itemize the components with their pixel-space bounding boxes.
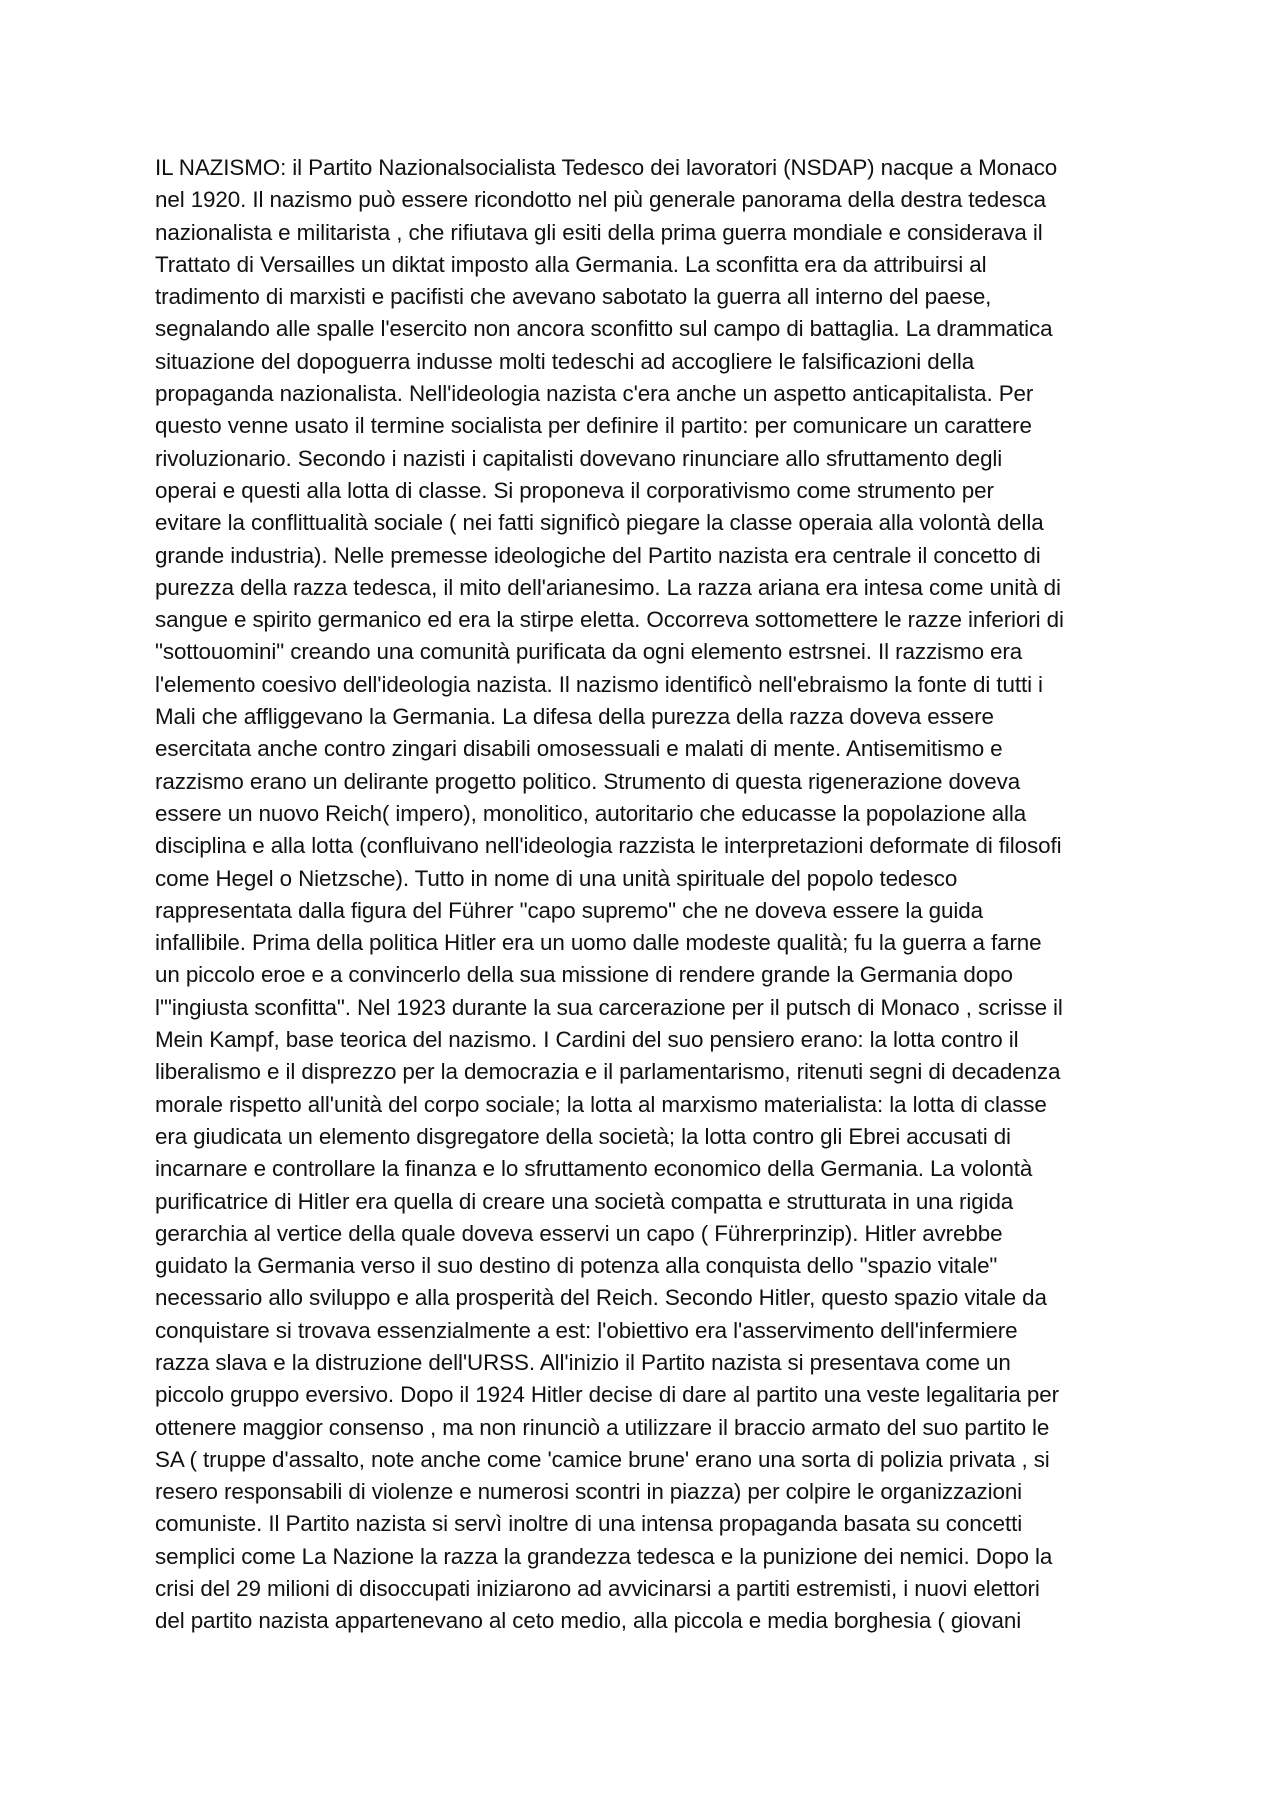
text-line: tradimento di marxisti e pacifisti che avevano sabotato la guerra all interno del paese,	[155, 284, 992, 310]
text-line: piccolo gruppo eversivo. Dopo il 1924 Hitler decise di dare al partito una veste legalitaria per	[155, 1382, 1059, 1408]
text-line: morale rispetto all'unità del corpo sociale; la lotta al marxismo materialista: la lotta di classe	[155, 1091, 1047, 1117]
text-line: rivoluzionario. Secondo i nazisti i capitalisti dovevano rinunciare allo sfruttamento degli	[155, 445, 1003, 471]
text-line: operai e questi alla lotta di classe. Si proponeva il corporativismo come strumento per	[155, 477, 994, 503]
text-line: razza slava e la distruzione dell'URSS. All'inizio il Partito nazista si presentava come un	[155, 1349, 1011, 1375]
body-text	[155, 152, 1135, 1638]
text-line: crisi del 29 milioni di disoccupati iniziarono ad avvicinarsi a partiti estremisti, i nuovi elettori	[155, 1576, 1040, 1602]
text-line: incarnare e controllare la finanza e lo sfruttamento economico della Germania. La volontà	[155, 1156, 1033, 1182]
text-line: sangue e spirito germanico ed era la stirpe eletta. Occorreva sottomettere le razze inferiori di	[155, 607, 1064, 633]
text-line: liberalismo e il disprezzo per la democrazia e il parlamentarismo, ritenuti segni di decadenza	[155, 1059, 1061, 1085]
text-line: rappresentata dalla figura del Führer "capo supremo" che ne doveva essere la guida	[155, 897, 983, 923]
text-line: grande industria). Nelle premesse ideologiche del Partito nazista era centrale il concetto di	[155, 542, 1041, 568]
text-line: gerarchia al vertice della quale doveva esservi un capo ( Führerprinzip). Hitler avrebbe	[155, 1220, 1003, 1246]
text-line: comuniste. Il Partito nazista si servì inoltre di una intensa propaganda basata su concetti	[155, 1511, 1023, 1537]
text-line: segnalando alle spalle l'esercito non ancora sconfitto sul campo di battaglia. La drammatica	[155, 316, 1053, 342]
text-line: nel 1920. Il nazismo può essere ricondotto nel più generale panorama della destra tedesca	[155, 187, 1047, 213]
text-line: un piccolo eroe e a convincerlo della sua missione di rendere grande la Germania dopo	[155, 962, 1013, 988]
text-line: evitare la conflittualità sociale ( nei fatti significò piegare la classe operaia alla volontà della	[155, 510, 1044, 536]
text-line: del partito nazista appartenevano al ceto medio, alla piccola e media borghesia ( giovani	[155, 1608, 1022, 1634]
text-line: resero responsabili di violenze e numerosi scontri in piazza) per colpire le organizzazioni	[155, 1479, 1023, 1505]
text-line: IL NAZISMO: il Partito Nazionalsocialista Tedesco dei lavoratori (NSDAP) nacque a Monaco	[155, 155, 1058, 180]
text-line: purificatrice di Hitler era quella di creare una società compatta e strutturata in una rigida	[155, 1188, 1014, 1214]
text-line: nazionalista e militarista , che rifiutava gli esiti della prima guerra mondiale e considerava il	[155, 219, 1043, 245]
text-line: purezza della razza tedesca, il mito dell'arianesimo. La razza ariana era intesa come unità di	[155, 574, 1061, 600]
text-line: era giudicata un elemento disgregatore della società; la lotta contro gli Ebrei accusati di	[155, 1123, 1011, 1149]
text-line: essere un nuovo Reich( impero), monolitico, autoritario che educasse la popolazione alla	[155, 800, 1027, 826]
text-line: come Hegel o Nietzsche). Tutto in nome di una unità spirituale del popolo tedesco	[155, 865, 958, 891]
text-line: questo venne usato il termine socialista per definire il partito: per comunicare un carattere	[155, 413, 1032, 439]
text-line: razzismo erano un delirante progetto politico. Strumento di questa rigenerazione doveva	[155, 768, 1021, 794]
text-line: necessario allo sviluppo e alla prosperità del Reich. Secondo Hitler, questo spazio vitale da	[155, 1285, 1047, 1311]
text-line: Mein Kampf, base teorica del nazismo. I Cardini del suo pensiero erano: la lotta contro il	[155, 1027, 1019, 1053]
text-line: l'elemento coesivo dell'ideologia nazista. Il nazismo identificò nell'ebraismo la fonte di tutti i	[155, 671, 1043, 697]
text-line: infallibile. Prima della politica Hitler era un uomo dalle modeste qualità; fu la guerra a farne	[155, 930, 1042, 956]
text-line: l'"ingiusta sconfitta". Nel 1923 durante la sua carcerazione per il putsch di Monaco , scrisse il	[155, 994, 1063, 1020]
text-line: guidato la Germania verso il suo destino di potenza alla conquista dello "spazio vitale"	[155, 1253, 998, 1279]
text-line: situazione del dopoguerra indusse molti tedeschi ad accogliere le falsificazioni della	[155, 348, 975, 374]
text-line: conquistare si trovava essenzialmente a est: l'obiettivo era l'asservimento dell'infermiere	[155, 1317, 1018, 1343]
text-line: semplici come La Nazione la razza la grandezza tedesca e la punizione dei nemici. Dopo la	[155, 1543, 1053, 1569]
text-line: disciplina e alla lotta (confluivano nell'ideologia razzista le interpretazioni deformate di filosofi	[155, 833, 1062, 859]
text-line: "sottouomini" creando una comunità purificata da ogni elemento estrsnei. Il razzismo era	[155, 639, 1023, 665]
text-line: Mali che affliggevano la Germania. La difesa della purezza della razza doveva essere	[155, 704, 994, 730]
text-line: propaganda nazionalista. Nell'ideologia nazista c'era anche un aspetto anticapitalista. Per	[155, 381, 1034, 407]
text-line: esercitata anche contro zingari disabili omosessuali e malati di mente. Antisemitismo e	[155, 736, 1003, 762]
text-line: ottenere maggior consenso , ma non rinunciò a utilizzare il braccio armato del suo partito le	[155, 1414, 1050, 1440]
text-line: SA ( truppe d'assalto, note anche come 'camice brune' erano una sorta di polizia privata , si	[155, 1446, 1050, 1472]
text-line: Trattato di Versailles un diktat imposto alla Germania. La sconfitta era da attribuirsi al	[155, 251, 987, 277]
